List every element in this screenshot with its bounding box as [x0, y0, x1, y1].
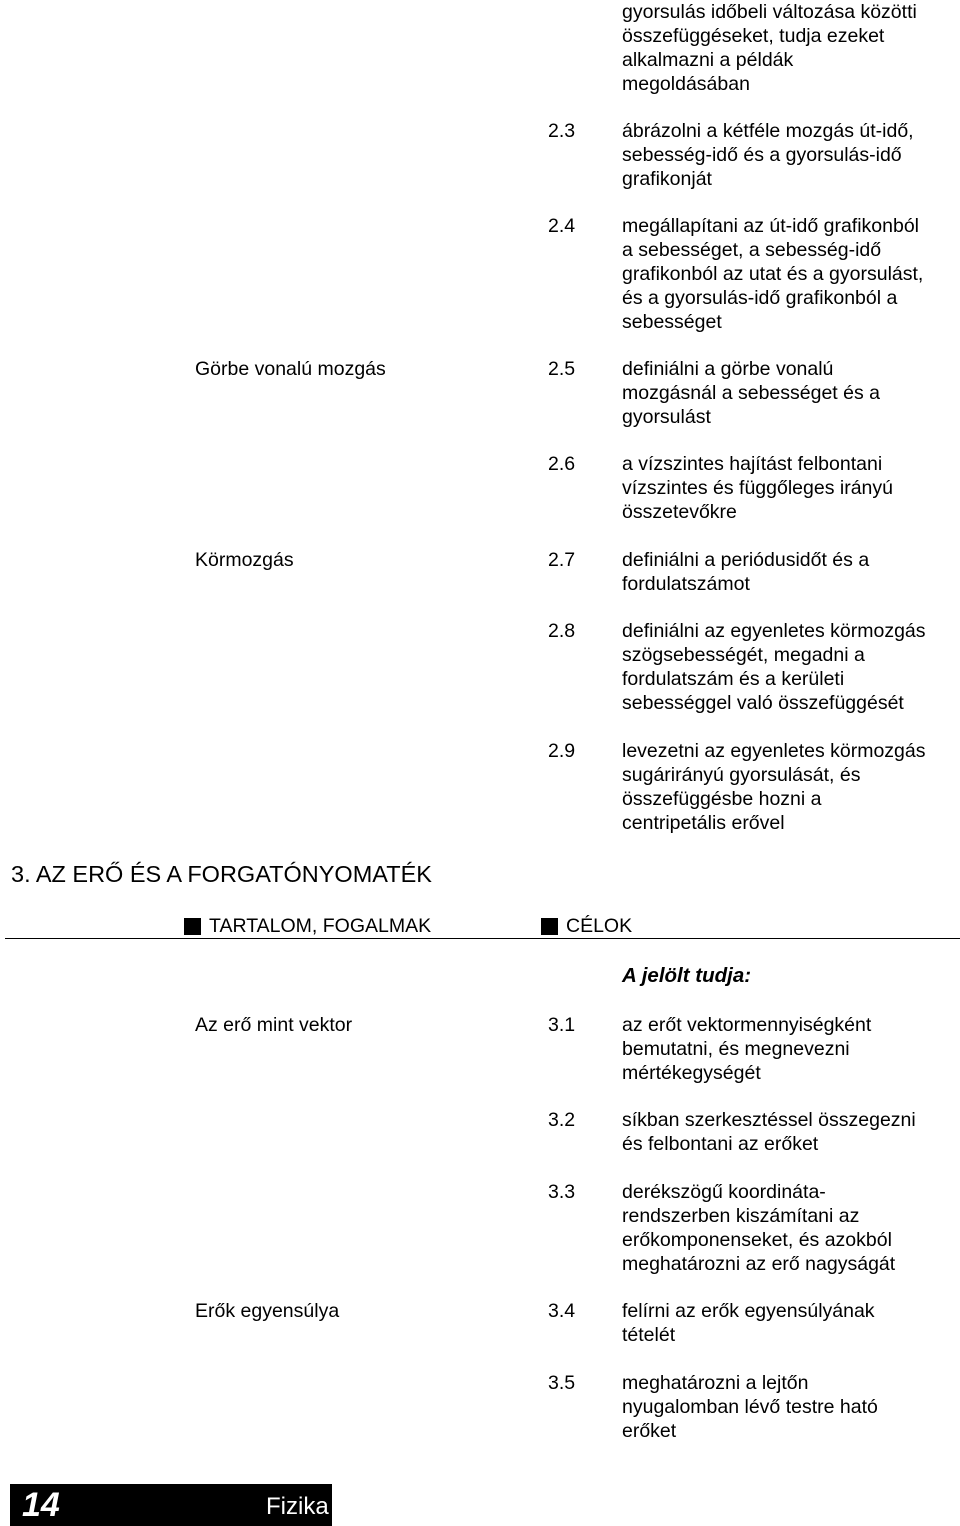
text-line: és a gyorsulás-idő grafikonból a: [622, 287, 898, 309]
text-line: definiálni a görbe vonalú: [622, 358, 834, 380]
column-header-label: TARTALOM, FOGALMAK: [209, 915, 432, 937]
objective-text: [622, 1108, 958, 1156]
text-line: összetevőkre: [622, 501, 737, 523]
text-line: összefüggésbe hozni a: [622, 788, 822, 810]
text-line: erőket: [622, 1420, 677, 1442]
text-line: tételét: [622, 1324, 676, 1346]
text-line: alkalmazni a példák: [622, 49, 794, 71]
text-line: erőkomponenseket, és azokból: [622, 1229, 892, 1251]
page-number: 14: [22, 1486, 60, 1524]
objective-text: [622, 619, 958, 715]
objective-number: 2.7: [548, 549, 576, 571]
column-header-label: CÉLOK: [566, 915, 633, 937]
objective-text: [622, 1180, 958, 1276]
objective-number: 2.6: [548, 453, 576, 475]
text-line: derékszögű koordináta-: [622, 1181, 826, 1203]
objective-text: [622, 452, 958, 524]
topic-label: Az erő mint vektor: [195, 1014, 353, 1036]
text-line: felírni az erők egyensúlyának: [622, 1300, 875, 1322]
goals-subheading: A jelölt tudja:: [622, 964, 752, 987]
objective-number: 3.2: [548, 1109, 576, 1131]
text-line: a vízszintes hajítást felbontani: [622, 453, 883, 475]
text-line: gyorsulás időbeli változása közötti: [622, 1, 917, 23]
objective-text: [622, 1299, 958, 1347]
topic-label: Görbe vonalú mozgás: [195, 358, 386, 380]
objective-number: 3.5: [548, 1372, 576, 1394]
square-bullet-icon: [541, 918, 558, 935]
page-footer: [10, 1484, 332, 1526]
divider: [5, 938, 960, 939]
text-line: fordulatszámot: [622, 573, 750, 595]
objective-number: 3.3: [548, 1181, 576, 1203]
objective-number: 2.4: [548, 215, 576, 237]
section-title: 3. AZ ERŐ ÉS A FORGATÓNYOMATÉK: [11, 861, 432, 887]
objective-text: [622, 1371, 958, 1443]
objective-text: [622, 357, 958, 429]
text-line: centripetális erővel: [622, 812, 785, 834]
subject-label: Fizika: [266, 1493, 329, 1520]
text-line: definiálni az egyenletes körmozgás: [622, 620, 926, 642]
objective-text: [622, 548, 958, 596]
objective-number: 2.5: [548, 358, 576, 380]
square-bullet-icon: [184, 918, 201, 935]
objective-text: [622, 739, 958, 835]
text-line: bemutatni, és megnevezni: [622, 1038, 850, 1060]
text-line: nyugalomban lévő testre ható: [622, 1396, 878, 1418]
text-line: levezetni az egyenletes körmozgás: [622, 740, 926, 762]
text-line: mozgásnál a sebességet és a: [622, 382, 880, 404]
objective-number: 2.8: [548, 620, 576, 642]
objective-number: 3.1: [548, 1014, 576, 1036]
column-header-goals: [541, 914, 632, 938]
text-line: gyorsulást: [622, 406, 711, 428]
text-line: sugárirányú gyorsulását, és: [622, 764, 861, 786]
objective-number: 2.9: [548, 740, 576, 762]
objective-text: [622, 214, 958, 334]
text-line: sebesség-idő és a gyorsulás-idő: [622, 144, 902, 166]
text-line: összefüggéseket, tudja ezeket: [622, 25, 885, 47]
text-line: meghatározni a lejtőn: [622, 1372, 809, 1394]
text-line: fordulatszám és a kerületi: [622, 668, 845, 690]
text-line: mértékegységét: [622, 1062, 761, 1084]
text-line: definiálni a periódusidőt és a: [622, 549, 870, 571]
text-line: szögsebességét, megadni a: [622, 644, 865, 666]
text-line: rendszerben kiszámítani az: [622, 1205, 860, 1227]
topic-label: Körmozgás: [195, 549, 294, 571]
text-line: és felbontani az erőket: [622, 1133, 819, 1155]
text-line: sebességet: [622, 311, 722, 333]
column-header-content: [184, 914, 431, 938]
topic-label: Erők egyensúlya: [195, 1300, 340, 1322]
text-line: megoldásában: [622, 73, 750, 95]
text-line: grafikonból az utat és a gyorsulást,: [622, 263, 924, 285]
objective-number: 2.3: [548, 120, 576, 142]
text-line: vízszintes és függőleges irányú: [622, 477, 893, 499]
objective-text: [622, 119, 958, 191]
text-line: megállapítani az út-idő grafikonból: [622, 215, 920, 237]
text-line: meghatározni az erő nagyságát: [622, 1253, 896, 1275]
text-line: az erőt vektormennyiségként: [622, 1014, 872, 1036]
objective-number: 3.4: [548, 1300, 576, 1322]
objective-text: [622, 1013, 958, 1085]
text-line: síkban szerkesztéssel összegezni: [622, 1109, 916, 1131]
text-line: sebességgel való összefüggését: [622, 692, 904, 714]
carry-over-text: [622, 0, 958, 96]
text-line: grafikonját: [622, 168, 712, 190]
text-line: a sebességet, a sebesség-idő: [622, 239, 882, 261]
text-line: ábrázolni a kétféle mozgás út-idő,: [622, 120, 914, 142]
